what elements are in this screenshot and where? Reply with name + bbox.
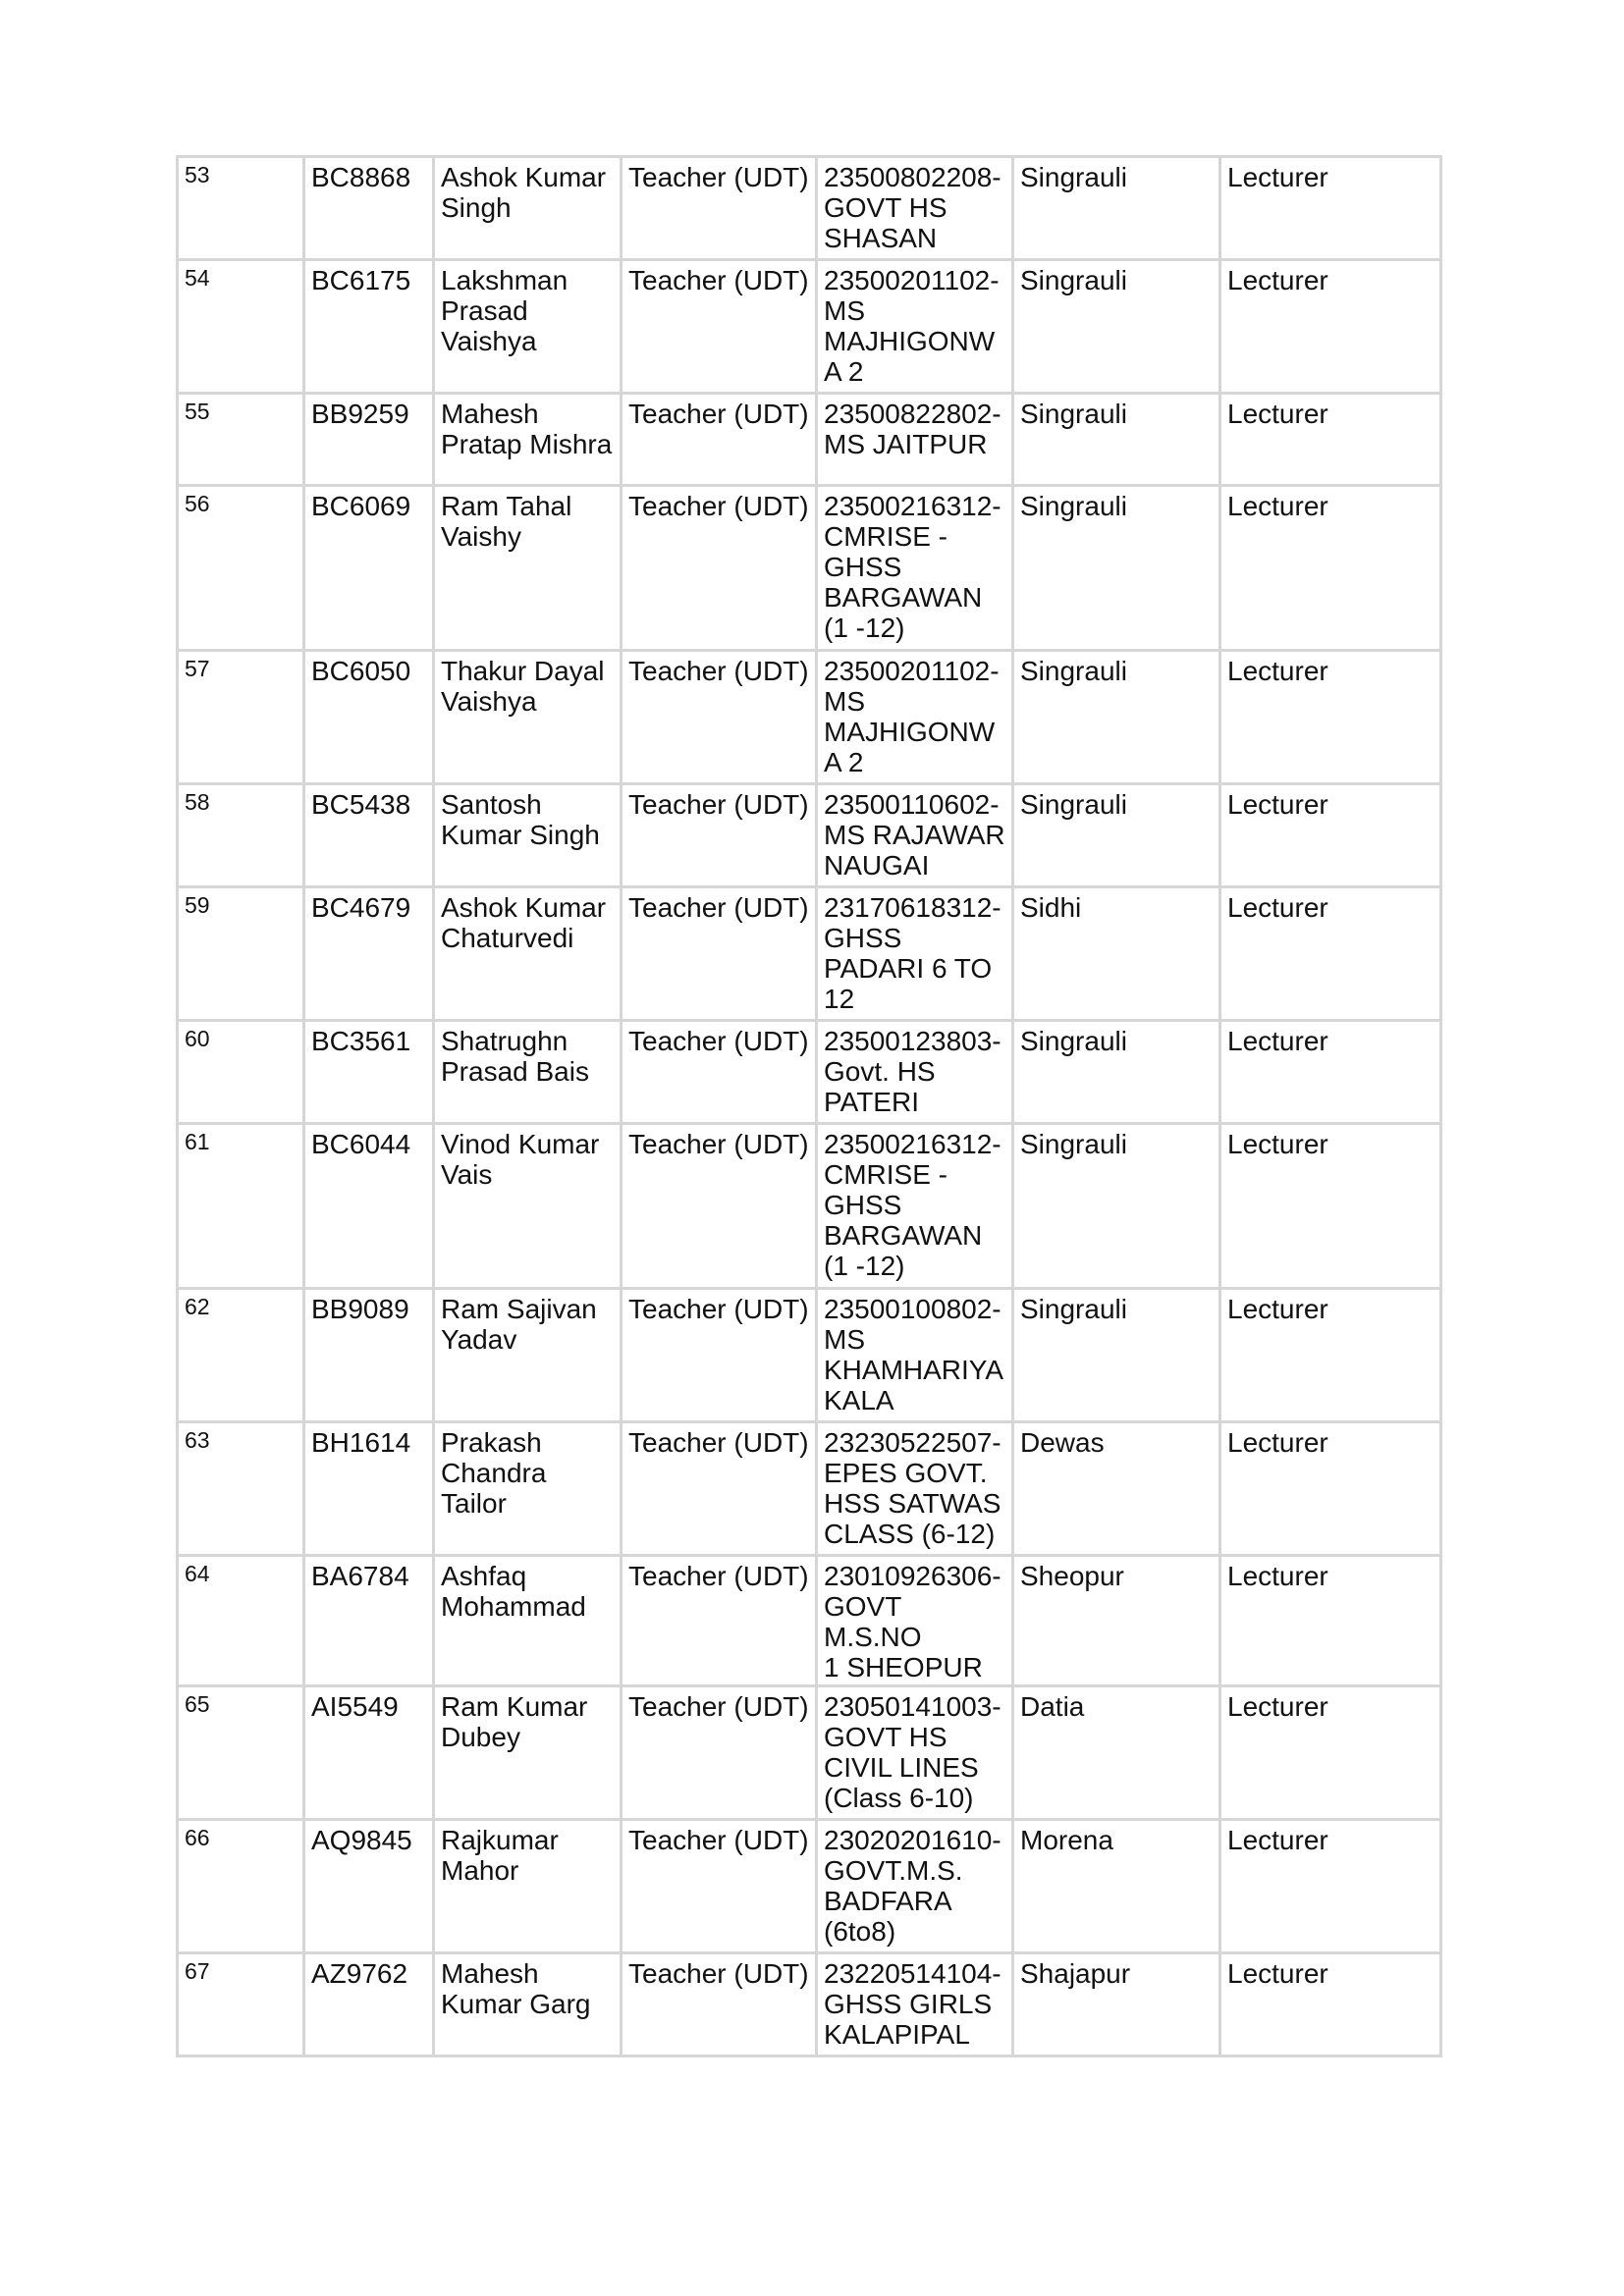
district-text: Singrauli <box>1020 1129 1127 1159</box>
post-text: Teacher (UDT) <box>628 1427 809 1458</box>
designation-text: Lecturer <box>1227 399 1328 429</box>
serial-number-text: 62 <box>185 1294 210 1319</box>
employee-id-text: BC5438 <box>311 789 411 820</box>
school-text: 23010926306- GOVT M.S.NO 1 SHEOPUR <box>824 1561 1001 1682</box>
serial-number-text: 58 <box>185 789 210 815</box>
teacher-name-cell <box>434 1820 622 1953</box>
teacher-name-text: Vinod Kumar Vais <box>441 1129 600 1190</box>
designation-cell <box>1220 1953 1441 2056</box>
serial-number-text: 63 <box>185 1427 210 1453</box>
employee-id-text: BC4679 <box>311 892 411 923</box>
post-text: Teacher (UDT) <box>628 1958 809 1989</box>
table-row <box>178 486 1441 651</box>
teacher-name-text: Shatrughn Prasad Bais <box>441 1026 589 1087</box>
school-cell <box>817 157 1013 260</box>
district-cell <box>1013 1422 1220 1556</box>
school-text: 23230522507- EPES GOVT. HSS SATWAS CLASS (6-12) <box>824 1427 1001 1549</box>
table-row <box>178 1124 1441 1289</box>
school-text: 23020201610- GOVT.M.S. BADFARA (6to8) <box>824 1825 1001 1947</box>
designation-cell <box>1220 157 1441 260</box>
designation-text: Lecturer <box>1227 1691 1328 1722</box>
post-cell <box>622 1820 817 1953</box>
school-text: 23500201102- MS MAJHIGONW A 2 <box>824 656 1000 777</box>
designation-cell <box>1220 394 1441 486</box>
teacher-name-cell <box>434 1422 622 1556</box>
post-cell <box>622 1422 817 1556</box>
teacher-name-cell <box>434 1953 622 2056</box>
post-text: Teacher (UDT) <box>628 1294 809 1324</box>
post-cell <box>622 784 817 887</box>
post-cell <box>622 1953 817 2056</box>
serial-number-cell <box>178 486 304 651</box>
teacher-name-text: Ashok Kumar Chaturvedi <box>441 892 607 953</box>
teacher-name-cell <box>434 784 622 887</box>
teacher-name-text: Ashok Kumar Singh <box>441 162 607 223</box>
designation-text: Lecturer <box>1227 1825 1328 1855</box>
employee-id-text: BA6784 <box>311 1561 409 1591</box>
school-cell <box>817 784 1013 887</box>
teacher-name-text: Ram Sajivan Yadav <box>441 1294 597 1355</box>
table-row <box>178 1820 1441 1953</box>
table-body <box>178 157 1441 2056</box>
employee-id-text: BH1614 <box>311 1427 411 1458</box>
designation-text: Lecturer <box>1227 1129 1328 1159</box>
serial-number-text: 66 <box>185 1825 210 1850</box>
employee-id-text: BC3561 <box>311 1026 411 1056</box>
designation-text: Lecturer <box>1227 656 1328 686</box>
district-text: Sheopur <box>1020 1561 1124 1591</box>
district-text: Morena <box>1020 1825 1113 1855</box>
designation-text: Lecturer <box>1227 1026 1328 1056</box>
employee-id-cell <box>304 887 434 1021</box>
table-row <box>178 1686 1441 1820</box>
serial-number-cell <box>178 1422 304 1556</box>
post-cell <box>622 394 817 486</box>
table-row <box>178 651 1441 784</box>
table-row <box>178 1556 1441 1686</box>
district-cell <box>1013 486 1220 651</box>
post-text: Teacher (UDT) <box>628 656 809 686</box>
post-text: Teacher (UDT) <box>628 892 809 923</box>
designation-text: Lecturer <box>1227 892 1328 923</box>
teacher-name-text: Ashfaq Mohammad <box>441 1561 586 1622</box>
serial-number-cell <box>178 1021 304 1124</box>
post-text: Teacher (UDT) <box>628 265 809 295</box>
serial-number-text: 65 <box>185 1691 210 1717</box>
employee-id-text: BC6069 <box>311 491 411 521</box>
district-text: Singrauli <box>1020 491 1127 521</box>
post-text: Teacher (UDT) <box>628 1691 809 1722</box>
employee-id-cell <box>304 1422 434 1556</box>
district-cell <box>1013 651 1220 784</box>
district-text: Shajapur <box>1020 1958 1131 1989</box>
post-cell <box>622 486 817 651</box>
district-text: Singrauli <box>1020 399 1127 429</box>
school-cell <box>817 651 1013 784</box>
designation-cell <box>1220 784 1441 887</box>
designation-cell <box>1220 1021 1441 1124</box>
district-cell <box>1013 1686 1220 1820</box>
designation-text: Lecturer <box>1227 265 1328 295</box>
post-cell <box>622 157 817 260</box>
district-text: Dewas <box>1020 1427 1105 1458</box>
district-cell <box>1013 1021 1220 1124</box>
school-cell <box>817 1556 1013 1686</box>
district-text: Singrauli <box>1020 1294 1127 1324</box>
post-text: Teacher (UDT) <box>628 1561 809 1591</box>
teacher-name-cell <box>434 887 622 1021</box>
serial-number-text: 53 <box>185 162 210 187</box>
employee-id-cell <box>304 1820 434 1953</box>
designation-cell <box>1220 1289 1441 1422</box>
employee-id-cell <box>304 157 434 260</box>
table-row <box>178 260 1441 394</box>
serial-number-text: 57 <box>185 656 210 681</box>
designation-cell <box>1220 1556 1441 1686</box>
designation-text: Lecturer <box>1227 1427 1328 1458</box>
employee-id-cell <box>304 1124 434 1289</box>
teacher-name-text: Lakshman Prasad Vaishya <box>441 265 568 356</box>
teacher-name-cell <box>434 157 622 260</box>
district-text: Singrauli <box>1020 1026 1127 1056</box>
teacher-name-cell <box>434 260 622 394</box>
school-text: 23050141003- GOVT HS CIVIL LINES (Class 6-10) <box>824 1691 1001 1813</box>
serial-number-cell <box>178 784 304 887</box>
post-cell <box>622 1289 817 1422</box>
teacher-name-cell <box>434 1289 622 1422</box>
employee-id-cell <box>304 1556 434 1686</box>
teacher-name-text: Ram Kumar Dubey <box>441 1691 588 1752</box>
district-cell <box>1013 394 1220 486</box>
district-cell <box>1013 887 1220 1021</box>
teacher-name-text: Rajkumar Mahor <box>441 1825 559 1886</box>
district-text: Datia <box>1020 1691 1085 1722</box>
school-text: 23220514104- GHSS GIRLS KALAPIPAL <box>824 1958 1001 2050</box>
table-row <box>178 157 1441 260</box>
post-cell <box>622 651 817 784</box>
employee-id-text: AI5549 <box>311 1691 399 1722</box>
designation-text: Lecturer <box>1227 162 1328 192</box>
table-row <box>178 1289 1441 1422</box>
serial-number-text: 61 <box>185 1129 210 1154</box>
district-cell <box>1013 1953 1220 2056</box>
school-text: 23500802208- GOVT HS SHASAN <box>824 162 1001 253</box>
post-text: Teacher (UDT) <box>628 162 809 192</box>
employee-id-cell <box>304 1686 434 1820</box>
designation-cell <box>1220 651 1441 784</box>
school-cell <box>817 1289 1013 1422</box>
district-text: Singrauli <box>1020 656 1127 686</box>
employee-id-cell <box>304 394 434 486</box>
designation-cell <box>1220 1820 1441 1953</box>
post-cell <box>622 1021 817 1124</box>
school-cell <box>817 887 1013 1021</box>
post-cell <box>622 1124 817 1289</box>
serial-number-text: 67 <box>185 1958 210 1984</box>
employee-id-cell <box>304 486 434 651</box>
serial-number-cell <box>178 394 304 486</box>
teacher-name-text: Mahesh Pratap Mishra <box>441 399 613 459</box>
teacher-name-cell <box>434 1124 622 1289</box>
employee-id-cell <box>304 1289 434 1422</box>
school-text: 23500216312- CMRISE - GHSS BARGAWAN (1 -12) <box>824 1129 1001 1281</box>
post-text: Teacher (UDT) <box>628 399 809 429</box>
teacher-name-cell <box>434 486 622 651</box>
designation-cell <box>1220 260 1441 394</box>
serial-number-text: 59 <box>185 892 210 918</box>
employee-id-text: BB9259 <box>311 399 409 429</box>
designation-text: Lecturer <box>1227 789 1328 820</box>
employee-id-text: AZ9762 <box>311 1958 408 1989</box>
teacher-name-text: Mahesh Kumar Garg <box>441 1958 591 2019</box>
school-cell <box>817 1124 1013 1289</box>
school-text: 23500216312- CMRISE - GHSS BARGAWAN (1 -12) <box>824 491 1001 643</box>
district-cell <box>1013 1556 1220 1686</box>
serial-number-text: 54 <box>185 265 210 291</box>
district-cell <box>1013 260 1220 394</box>
school-cell <box>817 1953 1013 2056</box>
serial-number-cell <box>178 1686 304 1820</box>
post-text: Teacher (UDT) <box>628 1129 809 1159</box>
school-cell <box>817 1820 1013 1953</box>
employee-id-text: BC6044 <box>311 1129 411 1159</box>
district-cell <box>1013 1289 1220 1422</box>
serial-number-cell <box>178 1953 304 2056</box>
serial-number-cell <box>178 887 304 1021</box>
post-text: Teacher (UDT) <box>628 1026 809 1056</box>
serial-number-text: 56 <box>185 491 210 516</box>
school-text: 23500123803- Govt. HS PATERI <box>824 1026 1001 1117</box>
post-text: Teacher (UDT) <box>628 789 809 820</box>
employee-id-text: BC6050 <box>311 656 411 686</box>
post-cell <box>622 1556 817 1686</box>
employee-id-text: BC6175 <box>311 265 411 295</box>
district-cell <box>1013 1124 1220 1289</box>
school-text: 23500100802- MS KHAMHARIYA KALA <box>824 1294 1004 1415</box>
serial-number-text: 64 <box>185 1561 210 1586</box>
table-row <box>178 887 1441 1021</box>
district-cell <box>1013 1820 1220 1953</box>
serial-number-cell <box>178 651 304 784</box>
school-cell <box>817 1422 1013 1556</box>
post-cell <box>622 260 817 394</box>
table-row <box>178 1422 1441 1556</box>
district-cell <box>1013 784 1220 887</box>
designation-cell <box>1220 486 1441 651</box>
school-cell <box>817 260 1013 394</box>
employee-id-cell <box>304 260 434 394</box>
designation-cell <box>1220 1124 1441 1289</box>
teacher-name-cell <box>434 1686 622 1820</box>
table-row <box>178 394 1441 486</box>
post-cell <box>622 1686 817 1820</box>
teacher-name-text: Santosh Kumar Singh <box>441 789 600 850</box>
school-text: 23500201102- MS MAJHIGONW A 2 <box>824 265 1000 387</box>
designation-cell <box>1220 887 1441 1021</box>
teacher-name-cell <box>434 394 622 486</box>
serial-number-cell <box>178 1556 304 1686</box>
designation-text: Lecturer <box>1227 1958 1328 1989</box>
school-cell <box>817 394 1013 486</box>
school-text: 23170618312- GHSS PADARI 6 TO 12 <box>824 892 1001 1014</box>
serial-number-text: 55 <box>185 399 210 424</box>
teacher-name-text: Ram Tahal Vaishy <box>441 491 572 552</box>
serial-number-cell <box>178 1289 304 1422</box>
employee-id-text: AQ9845 <box>311 1825 412 1855</box>
serial-number-cell <box>178 260 304 394</box>
table-row <box>178 784 1441 887</box>
post-text: Teacher (UDT) <box>628 491 809 521</box>
district-text: Sidhi <box>1020 892 1082 923</box>
employee-id-cell <box>304 1953 434 2056</box>
table-row <box>178 1021 1441 1124</box>
employee-id-cell <box>304 1021 434 1124</box>
employee-id-cell <box>304 651 434 784</box>
teacher-name-text: Prakash Chandra Tailor <box>441 1427 547 1519</box>
designation-text: Lecturer <box>1227 1561 1328 1591</box>
employee-id-text: BC8868 <box>311 162 411 192</box>
serial-number-cell <box>178 1820 304 1953</box>
designation-text: Lecturer <box>1227 491 1328 521</box>
school-text: 23500822802- MS JAITPUR <box>824 399 1001 459</box>
teacher-list-table <box>176 155 1442 2057</box>
district-text: Singrauli <box>1020 265 1127 295</box>
post-cell <box>622 887 817 1021</box>
school-cell <box>817 1686 1013 1820</box>
serial-number-text: 60 <box>185 1026 210 1051</box>
district-text: Singrauli <box>1020 789 1127 820</box>
school-cell <box>817 1021 1013 1124</box>
district-cell <box>1013 157 1220 260</box>
school-cell <box>817 486 1013 651</box>
teacher-name-cell <box>434 651 622 784</box>
school-text: 23500110602- MS RAJAWAR NAUGAI <box>824 789 1005 881</box>
serial-number-cell <box>178 157 304 260</box>
teacher-name-text: Thakur Dayal Vaishya <box>441 656 605 717</box>
teacher-name-cell <box>434 1556 622 1686</box>
designation-cell <box>1220 1422 1441 1556</box>
designation-cell <box>1220 1686 1441 1820</box>
serial-number-cell <box>178 1124 304 1289</box>
post-text: Teacher (UDT) <box>628 1825 809 1855</box>
employee-id-text: BB9089 <box>311 1294 409 1324</box>
teacher-name-cell <box>434 1021 622 1124</box>
employee-id-cell <box>304 784 434 887</box>
district-text: Singrauli <box>1020 162 1127 192</box>
designation-text: Lecturer <box>1227 1294 1328 1324</box>
table-row <box>178 1953 1441 2056</box>
